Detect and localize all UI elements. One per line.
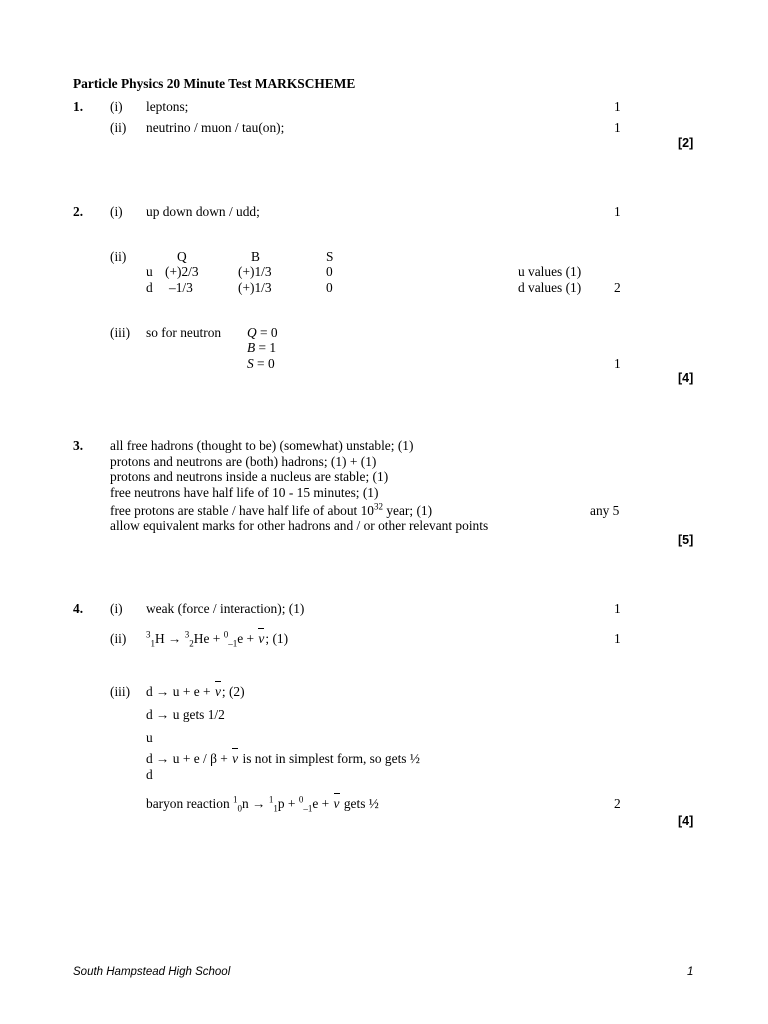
q2-total: [4] (678, 371, 694, 385)
q1-i-answer: leptons; (146, 99, 189, 114)
q4-iii-line-1: d → u + e + v; (2) (146, 684, 245, 699)
footer-school: South Hampstead High School (73, 966, 231, 978)
table-header-s: S (326, 249, 334, 264)
table-row-u-q: (+)2/3 (165, 264, 199, 279)
q2-i-mark: 1 (614, 204, 621, 219)
q2-i-label: (i) (110, 204, 123, 219)
table-header-q: Q (177, 249, 187, 264)
q1-ii-answer: neutrino / muon / tau(on); (146, 120, 285, 135)
q4-iii-line-2: d → u gets 1/2 (146, 707, 225, 722)
q4-iii-line-6: baryon reaction $^1_0$n → $^1_1$p + $^0_{-1}$e + v gets ½ (146, 794, 379, 814)
q1-i-label: (i) (110, 99, 123, 114)
q1-total: [2] (678, 136, 694, 150)
table-row-d-note: d values (1) (518, 280, 582, 295)
q2-iii-s-line: S = 0 (247, 356, 275, 371)
page-title: Particle Physics 20 Minute Test MARKSCHEME (73, 76, 356, 91)
q4-ii-label: (ii) (110, 631, 127, 646)
q2-ii-label: (ii) (110, 249, 127, 264)
table-row-u-b: (+)1/3 (238, 264, 272, 279)
q2-iii-q-line: Q = 0 (247, 325, 278, 340)
q1-i-mark: 1 (614, 99, 621, 114)
q3-total: [5] (678, 533, 694, 547)
table-row-d-b: (+)1/3 (238, 280, 272, 295)
table-row-u-s: 0 (326, 264, 333, 279)
q4-iii-mark: 2 (614, 796, 621, 811)
footer-page-number: 1 (687, 966, 694, 978)
q3-line-6: allow equivalent marks for other hadrons and / or other relevant points (110, 518, 489, 533)
q4-iii-d-label: d (146, 767, 153, 782)
q2-iii-b-line: B = 1 (247, 340, 277, 355)
q2-ii-mark: 2 (614, 280, 621, 295)
q3-number: 3. (73, 438, 84, 453)
antineutrino-symbol: v (258, 631, 265, 646)
q1-ii-label: (ii) (110, 120, 127, 135)
q3-line-4: free neutrons have half life of 10 - 15 minutes; (1) (110, 485, 379, 500)
antineutrino-symbol: v (214, 684, 221, 699)
q2-number: 2. (73, 204, 84, 219)
table-row-d-q: –1/3 (169, 280, 193, 295)
table-row-d-s: 0 (326, 280, 333, 295)
table-row-u-quark: u (146, 264, 153, 279)
q4-iii-u-label: u (146, 730, 153, 745)
q4-ii-equation: $^3_1$H → $^3_2$He + $^0_{-1}$e + v; (1) (146, 629, 289, 649)
antineutrino-symbol: v (333, 796, 340, 811)
q4-ii-mark: 1 (614, 631, 621, 646)
q4-total: [4] (678, 814, 694, 828)
q3-line-3: protons and neutrons inside a nucleus are stable; (1) (110, 469, 389, 484)
antineutrino-symbol: v (232, 751, 239, 766)
q3-line-2: protons and neutrons are (both) hadrons; (1) + (1) (110, 454, 377, 469)
q4-number: 4. (73, 601, 84, 616)
q3-mark: any 5 (590, 503, 620, 518)
table-row-u-note: u values (1) (518, 264, 582, 279)
q4-iii-label: (iii) (110, 684, 131, 699)
q2-iii-mark: 1 (614, 356, 621, 371)
q4-i-answer: weak (force / interaction); (1) (146, 601, 305, 616)
q4-iii-line-4: d → u + e / β + v is not in simplest form, so gets ½ (146, 751, 420, 766)
q1-ii-mark: 1 (614, 120, 621, 135)
q2-iii-label: (iii) (110, 325, 131, 340)
table-header-b: B (251, 249, 260, 264)
q1-number: 1. (73, 99, 84, 114)
q3-line-5: free protons are stable / have half life of about $10^{32}$ year; (1) (110, 501, 433, 518)
q3-line-1: all free hadrons (thought to be) (somewhat) unstable; (1) (110, 438, 414, 453)
q4-i-mark: 1 (614, 601, 621, 616)
q2-iii-text: so for neutron (146, 325, 222, 340)
table-row-d-quark: d (146, 280, 153, 295)
q4-i-label: (i) (110, 601, 123, 616)
q2-i-answer: up down down / udd; (146, 204, 260, 219)
